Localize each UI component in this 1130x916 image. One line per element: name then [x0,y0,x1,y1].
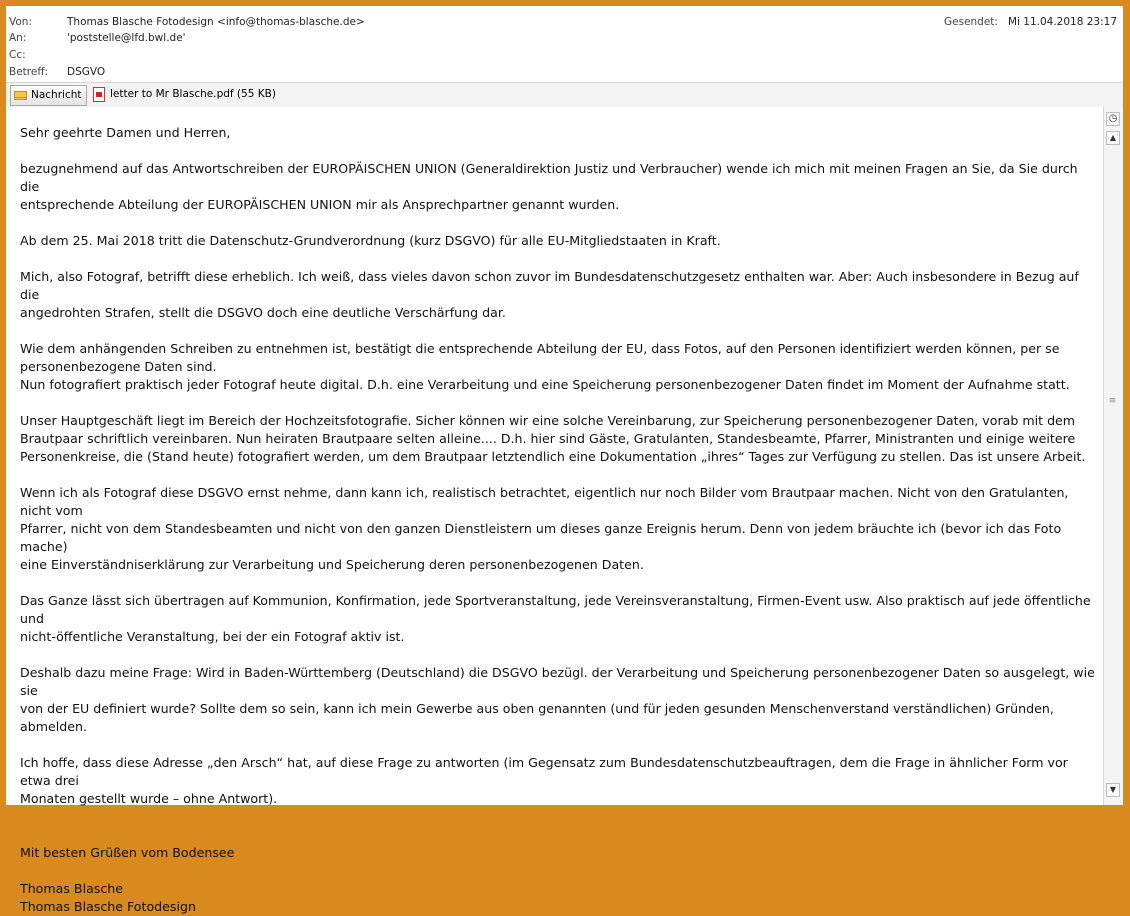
scroll-up-arrow-icon[interactable]: ▲ [1106,131,1120,145]
paragraph-7: Das Ganze lässt sich übertragen auf Kommunion, Konfirmation, jede Sportveranstaltung, jede Vereinsveranstaltung, Firmen-Event usw. Also praktisch auf jede öffentliche und nicht-öffentliche Veranstaltung, bei der ein Fotograf aktiv ist. [20,593,1091,644]
from-label: Von: [9,16,32,28]
paragraph-9: Ich hoffe, dass diese Adresse „den Arsch“ hat, auf diese Frage zu antworten (im Gegensatz zum Bundesdatenschutzbeauftragen, dem die Frage in ähnlicher Form vor etwa drei Monaten gestellt wurde – ohne Antwort). [20,755,1068,806]
paragraph-5: Unser Hauptgeschäft liegt im Bereich der Hochzeitsfotografie. Sicher können wir eine solche Vereinbarung, zur Speicherung personenbezogener Daten, vorab mit dem Brautpaar schriftlich vereinbaren. Nun heiraten Brautpaare selten alleine.... D.h. hier sind Gäste, Gratulanten, Standesbeamte, Pfarrer, Ministranten und einige weitere Personenkreise, die (Stand heute) fotografiert werden, um dem Brautpaar letztendlich eine Dokumentation „ihres“ Tages zur Verfügung zu stellen. Das ist unsere Arbeit. [20,413,1086,464]
paragraph-8: Deshalb dazu meine Frage: Wird in Baden-Württemberg (Deutschland) die DSGVO bezügl. der Verarbeitung und Speicherung personenbezogener Daten so ausgelegt, wie sie von der EU definiert wurde? Sollte dem so sein, kann ich mein Gewerbe aus oben genannten (und für jeden gesunden Menschenverstand verständlichen) Gründen, abmelden. [20,665,1095,734]
subject-label: Betreff: [9,66,49,78]
pdf-file-icon [93,87,105,102]
message-text [20,124,1100,916]
scroll-down-arrow-icon[interactable]: ▼ [1106,783,1120,797]
pdf-attachment[interactable] [90,85,280,104]
from-value[interactable]: Thomas Blasche Fotodesign <info@thomas-blasche.de> [67,16,365,28]
paragraph-3: Mich, also Fotograf, betrifft diese erheblich. Ich weiß, dass vieles davon schon zuvor im Bundesdatenschutzgesetz enthalten war. Aber: Auch insbesondere in Bezug auf die angedrohten Strafen, stellt die DSGVO doch eine deutliche Verschärfung dar. [20,269,1079,320]
panel-toggle-icon[interactable]: ◷ [1106,112,1120,126]
sent-value: Mi 11.04.2018 23:17 [1007,16,1117,28]
scroll-grip-icon[interactable]: ≡ [1108,396,1117,406]
message-body [6,107,1105,914]
subject-value: DSGVO [67,66,106,78]
sent-row [944,14,1117,30]
greeting: Sehr geehrte Damen und Herren, [20,125,231,140]
message-header [6,6,1123,82]
message-tab[interactable] [10,85,87,106]
email-window [6,6,1123,914]
to-value[interactable]: 'poststelle@lfd.bwl.de' [67,32,186,44]
paragraph-6: Wenn ich als Fotograf diese DSGVO ernst nehme, dann kann ich, realistisch betrachtet, eigentlich nur noch Bilder vom Brautpaar machen. Nicht von den Gratulanten, nicht vom Pfarrer, nicht von dem Standesbeamten und nicht von den ganzen Dienstleistern um dieses ganze Ereignis herum. Denn von jedem bräuchte ich (bevor ich das Foto mache) eine Einverständniserklärung zur Verarbeitung und Speicherung deren personenbezogenen Daten. [20,485,1069,572]
paragraph-1: bezugnehmend auf das Antwortschreiben der EUROPÄISCHEN UNION (Generaldirektion Justiz und Verbraucher) wende ich mich mit meinen Fragen an Sie, da Sie durch die entsprechende Abteilung der EUROPÄISCHEN UNION mir als Ansprechpartner genannt wurden. [20,161,1078,212]
attachment-bar [6,82,1123,108]
to-label: An: [9,32,27,44]
cc-label: Cc: [9,49,26,61]
envelope-icon [14,91,27,100]
paragraph-2: Ab dem 25. Mai 2018 tritt die Datenschutz-Grundverordnung (kurz DSGVO) für alle EU-Mitgliedstaaten in Kraft. [20,233,721,248]
signature-name: Thomas Blasche [20,881,124,896]
signature-company: Thomas Blasche Fotodesign [20,899,196,914]
message-tab-label: Nachricht [31,89,82,101]
closing: Mit besten Grüßen vom Bodensee [20,845,235,860]
pdf-attachment-label: letter to Mr Blasche.pdf (55 KB) [110,88,276,100]
vertical-scrollbar[interactable] [1103,107,1122,805]
paragraph-4: Wie dem anhängenden Schreiben zu entnehmen ist, bestätigt die entsprechende Abteilung der EU, dass Fotos, auf den Personen identifiziert werden können, per se personenbezogene Daten sind. Nun fotografiert praktisch jeder Fotograf heute digital. D.h. eine Verarbeitung und eine Speicherung personenbezogener Daten findet im Moment der Aufnahme statt. [20,341,1070,392]
sent-label: Gesendet: [944,16,998,28]
